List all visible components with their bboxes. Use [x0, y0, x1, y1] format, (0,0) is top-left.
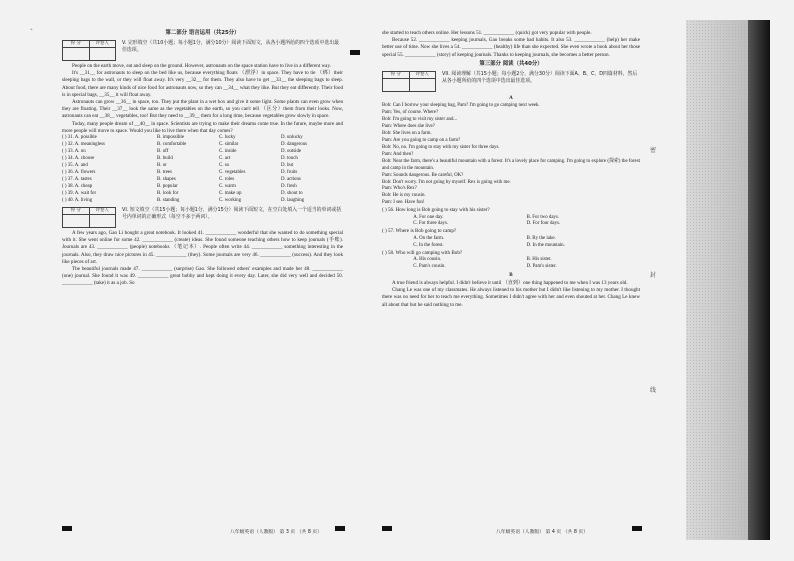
option-b: B. impossible: [157, 135, 184, 141]
option-a: ( ) 38. A. cheap: [62, 183, 93, 189]
option-b: B. shapes: [157, 176, 176, 182]
option-row: [62, 149, 343, 156]
paragraph: she started to teach others online. Her lessons 51. ____________ (quick) got very popular with people.: [382, 30, 592, 36]
option-b: B. standing: [157, 197, 180, 203]
option-row: [382, 264, 640, 271]
option-a: ( ) 32. A. meaningless: [62, 142, 105, 148]
option-a: ( ) 34. A. choose: [62, 155, 95, 161]
cloze-passage: [62, 63, 343, 135]
dialogue-line: Pam: I see. Have fun!: [382, 200, 425, 206]
part-a-label: A: [509, 94, 513, 101]
option-b: B. build: [157, 155, 173, 161]
option-b: B. By the lake.: [526, 235, 556, 241]
option-row: [382, 236, 640, 243]
option-c: C. vegetables: [219, 169, 246, 175]
score-label: 得 分: [63, 41, 90, 47]
fill-blank-passage: [62, 230, 343, 288]
option-d: D. shout to: [281, 190, 303, 196]
passage-b: [382, 280, 640, 309]
option-a: ( ) 33. A. on: [62, 149, 86, 155]
option-a: ( ) 39. A. wait for: [62, 190, 97, 196]
score-cell: [63, 48, 90, 60]
option-a: ( ) 35. A. and: [62, 162, 88, 168]
dialogue-line: Bob: She lives on a farm.: [382, 130, 432, 136]
fill-blank-continued: [382, 30, 640, 59]
registration-mark: [62, 526, 72, 531]
option-b: B. comfortable: [157, 142, 187, 148]
score-box-2: [62, 207, 116, 228]
paragraph: The beautiful journals made 47. ____________ (surprise) Gao. She followed others' examples and made her 48. ____________ (one) journal. She found it was 49. ____________ great hobby and kept doing it every day. Later, she did very well and decided 50. ____________ (take) it as a job. So: [62, 265, 343, 287]
paragraph: Because 52. ____________ keeping journals, Gao breaks some bad habits. It also 53. ____________ (help) her make better use of time. Now she lives a 54. ____________ (healthy) life than she expected. She even wrote a book about her those special 55. ____________ (story) of keeping journals. Thanks to keeping journals, she becomes a better person.: [382, 37, 640, 58]
option-c: C. lucky: [219, 135, 236, 141]
option-c: C. roles: [219, 176, 235, 182]
part-b-label: B: [509, 271, 513, 278]
option-row: [62, 177, 343, 184]
option-b: B. His sister.: [526, 256, 552, 262]
option-row: [62, 156, 343, 163]
score-label: 得 分: [63, 208, 90, 214]
option-b: B. off: [157, 149, 169, 155]
question-stem: ( ) 56. How long is Bob going to stay with his sister?: [382, 207, 490, 214]
paragraph: People on the earth move, eat and sleep on the ground. However, astronauts on the space station have to live in a different way.: [72, 62, 331, 69]
seal-label-xian: 线: [650, 387, 657, 394]
instructions-reading: VII. 阅读理解（共15小题；每小题2分，满分30分）阅读下面A、B、C、D四篇材料，然后从各小题所给的四个选项中选出最佳选项。: [442, 70, 638, 84]
option-c: C. make up: [219, 190, 242, 196]
option-c: C. inside: [219, 149, 237, 155]
option-c: C. Pam's cousin.: [413, 263, 446, 269]
dialogue-line: Pam: Sounds dangerous. Be careful, OK?: [382, 172, 464, 178]
option-a: ( ) 37. A. tastes: [62, 176, 92, 182]
section-title-reading: 第三部分 阅读（共40分）: [479, 60, 543, 67]
grader-label: 评卷人: [415, 71, 429, 77]
option-b: B. look for: [157, 190, 179, 196]
page-3: [62, 30, 343, 288]
option-a: ( ) 36. A. flowers: [62, 169, 96, 175]
paragraph: A few years ago, Gao Li bought a great notebook. It looked 41. ____________ wonderful that she wanted to do something special with it. She went online for some 42. ____________ (create) ideas. She found someone teaching others how to keep journals (手账). Journals are 43. ____________ (people) notebooks （笔记本）. People often write 44. ____________ something interesting in the journals. Also, they draw nice pictures in 45. ____________ (they). Some journals are very 46. ____________ (success). And they look like pieces of art.: [62, 229, 343, 265]
dialogue-line: Pam: And then?: [382, 151, 414, 157]
score-cell: [383, 79, 410, 91]
option-c: C. similar: [219, 142, 239, 148]
spacer: [382, 243, 413, 250]
score-cell: [63, 215, 90, 227]
instructions-cloze: V. 完形填空（共10小题；每小题1分，满分10分）阅读下面短文，从各小题所给的四个选项中选出最佳选项。: [122, 39, 340, 53]
option-c: C. act: [219, 155, 231, 161]
option-b: B. or: [157, 162, 167, 168]
scan-edge: [748, 20, 770, 540]
score-box-3: [382, 71, 436, 92]
spacer: [382, 236, 413, 243]
question-stem: ( ) 58. Who will go camping with Bob?: [382, 249, 463, 256]
option-c: C. so: [219, 162, 230, 168]
option-row: [62, 198, 343, 205]
option-d: D. unlucky: [281, 135, 303, 141]
instructions-fill-blank: VI. 短文填空（共15小题；每小题1分，满分15分）阅读下面短文，在空白处填入一个适当的单词或括号内单词的正确形式（每空不多于两词）。: [122, 206, 342, 220]
dialogue-line: Bob: No, no. I'm going to stay with my sister for three days.: [382, 144, 500, 150]
option-row: [382, 257, 640, 264]
option-c: C. For three days.: [413, 221, 449, 227]
option-d: D. touch: [281, 155, 298, 161]
option-a: ( ) 31. A. possible: [62, 135, 97, 141]
option-b: B. For two days.: [526, 214, 560, 220]
dialogue-line: Bob: Can I borrow your sleeping bag, Pam? I'm going to go camping next week.: [382, 103, 540, 109]
dialogue-line: Bob: Near the farm, there's a beautiful mountain with a forest. It's a lovely place for camping. I'm going to explore (探索) the forest and camp in the mountain.: [382, 158, 640, 171]
seal-label-mi: 密: [650, 147, 657, 154]
paragraph: Today, many people dream of __40__ in space. Scientists are trying to make their dreams come true. In the future, maybe more and more people will move to space. Would you like to live there when that day comes?: [62, 120, 343, 134]
option-a: A. For one day.: [413, 214, 444, 220]
registration-mark: [632, 526, 642, 531]
option-row: [62, 191, 343, 198]
score-label: 得 分: [383, 72, 410, 78]
dialogue-line: Pam: Are you going to camp on a farm?: [382, 137, 461, 143]
option-c: C. warm: [219, 183, 236, 189]
grader-label: 评卷人: [95, 207, 109, 213]
dialogue-line: Bob: Don't worry. I'm not going by myself. Rex is going with me.: [382, 179, 511, 185]
option-row: [62, 135, 343, 142]
footer-page-3: 八年级英语（人教版） 第 3 页 （共 8 页）: [230, 530, 323, 535]
dialogue: [382, 103, 640, 207]
registration-mark: [335, 526, 345, 531]
spacer: [382, 257, 413, 264]
option-row: [62, 163, 343, 170]
option-d: D. laughing: [281, 197, 305, 203]
cloze-options: [62, 135, 343, 205]
paragraph: A true friend is always helpful. I didn't believe it until （直到）one thing happened to me when I was 13 years old.: [392, 279, 628, 286]
grader-cell: [90, 48, 116, 60]
dialogue-line: Pam: Yes, of course. Where?: [382, 109, 439, 115]
option-d: D. fresh: [281, 183, 297, 189]
reading-questions: [382, 207, 640, 270]
score-box: [62, 40, 116, 61]
registration-mark: [382, 526, 392, 531]
grader-cell: [410, 79, 436, 91]
grader-label: 评卷人: [95, 40, 109, 46]
section-title-language: 第二部分 语言运用（共25分）: [165, 30, 240, 36]
option-d: D. dangerous: [281, 142, 308, 148]
option-b: B. trees: [157, 169, 172, 175]
paragraph: Chang Le was one of my classmates. He always listened to his mother but I didn't like listening to my mother. I thought there was no need for her to teach me everything. Sometimes I didn't agree with her and even shouted at her. Chang Le knew all about that but he said nothing to me.: [382, 287, 640, 308]
dialogue-line: Bob: I'm going to visit my sister and...: [382, 116, 458, 122]
option-row: [382, 215, 640, 222]
spacer: [382, 264, 413, 271]
option-d: D. but: [281, 162, 294, 168]
option-d: D. fruits: [281, 169, 298, 175]
option-d: D. For four days.: [526, 221, 561, 227]
binding-strip: [686, 20, 748, 540]
question-stem: ( ) 57. Where is Bob going to camp?: [382, 228, 457, 235]
option-b: B. popular: [157, 183, 178, 189]
option-a: ( ) 40. A. living: [62, 197, 93, 203]
spacer: [382, 215, 413, 222]
page-4: [382, 30, 640, 309]
option-row: [62, 142, 343, 149]
option-d: D. Pam's sister.: [526, 263, 557, 269]
option-d: D. outside: [281, 149, 302, 155]
option-row: [382, 243, 640, 250]
dialogue-line: Bob: He is my cousin.: [382, 193, 426, 199]
option-c: C. In the forest.: [413, 242, 444, 248]
option-d: D. actions: [281, 176, 301, 182]
dialogue-line: Pam: Who's Rex?: [382, 186, 417, 192]
option-c: C. working: [219, 197, 242, 203]
paragraph: It's __31__ for astronauts to sleep on the bed like us, because everything floats （漂浮）in space. They have to tie （绑）their sleeping bags to the wall, or they will float away. It's very __32__ for them. They also have to get __33__ the sleeping bags to sleep. About food, there are many kinds of nice food for astronauts now, so they can __34__ what they like. But they eat differently. Their food is in special bags, __35__ it will float away.: [62, 70, 343, 98]
paragraph: Astronauts can grow __36__ in space, too. They put the plant in a wet box and give it some light. Some plants can even grow when they are floating. Their __37__ look the same as the vegetables on the earth, so you can't tell （区分）them from their looks. Now, astronauts can eat __38__ vegetables, too! But they need to __39__ them for a long time, because vegetables grow slowly in space.: [62, 99, 343, 120]
option-a: A. His cousin.: [413, 256, 442, 262]
option-row: [62, 170, 343, 177]
corner-mark: +: [30, 28, 33, 33]
dialogue-line: Pam: Where does she live?: [382, 123, 435, 129]
option-row: [62, 184, 343, 191]
footer-page-4: 八年级英语（人教版） 第 4 页 （共 8 页）: [496, 530, 589, 535]
option-a: A. On the farm.: [413, 235, 445, 241]
registration-mark: [350, 50, 360, 55]
grader-cell: [90, 215, 116, 227]
option-d: D. In the mountain.: [526, 242, 565, 248]
seal-label-feng: 封: [650, 272, 657, 279]
